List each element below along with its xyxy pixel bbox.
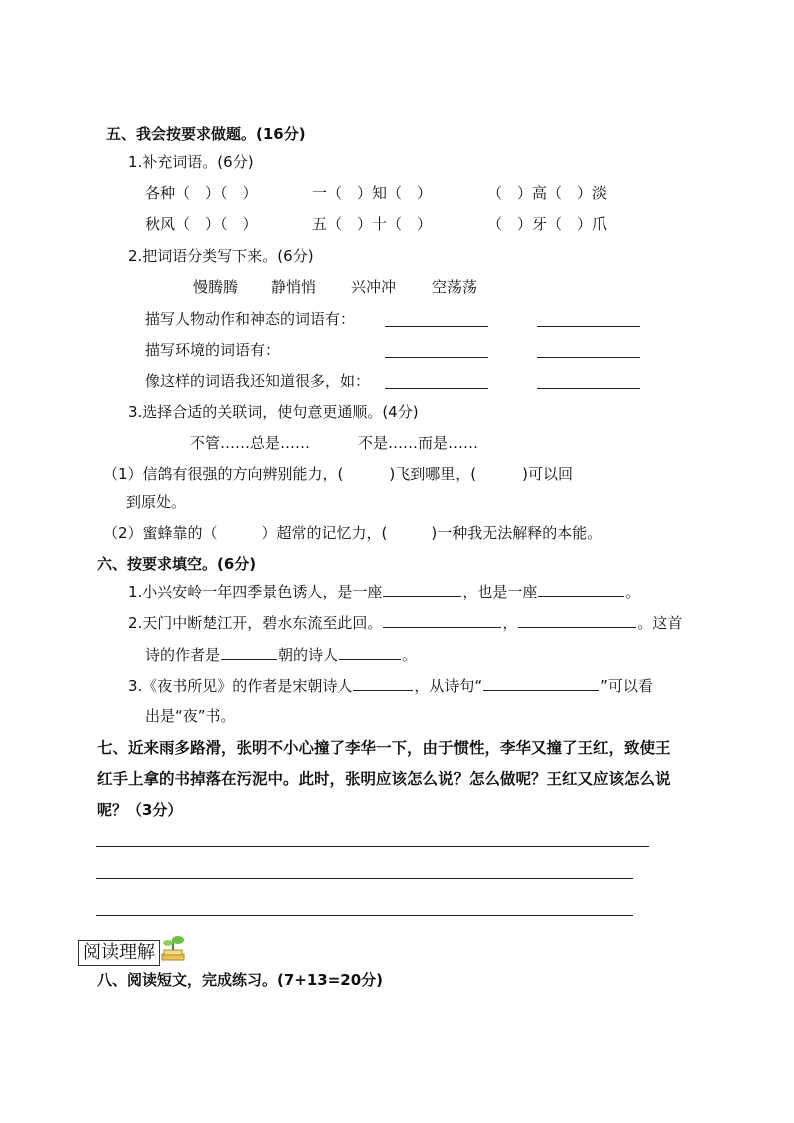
fill-blank[interactable] (339, 644, 401, 660)
idiom-blank-2: 一（ ）知（ ） (312, 184, 433, 202)
idiom-blank-5: 五（ ）十（ ） (312, 215, 433, 233)
word-3: 兴冲冲 (351, 278, 397, 296)
answer-line[interactable] (385, 357, 488, 358)
classify-line-1: 描写人物动作和神态的词语有： (145, 310, 356, 328)
fill-blank[interactable] (383, 612, 501, 628)
section-6-title: 六、按要求填空。(6分) (97, 555, 257, 573)
writing-line[interactable] (96, 878, 633, 879)
section-8-title: 八、阅读短文，完成练习。(7+13=20分) (97, 971, 384, 989)
classify-line-3: 像这样的词语我还知道很多，如： (145, 372, 371, 390)
fill-2-cont: 诗的作者是 朝的诗人 。 (145, 646, 418, 664)
fill-1: 1.小兴安岭一年四季景色诱人，是一座 ，也是一座 。 (128, 583, 641, 601)
fill-3-cont: 出是“夜”书。 (145, 707, 236, 725)
idiom-blank-1: 各种（ ）（ ） (145, 184, 258, 202)
fill-3: 3.《夜书所见》的作者是宋朝诗人 ，从诗句“ ”可以看 (128, 677, 653, 695)
section-5-title: 五、我会按要求做题。(16分) (106, 125, 306, 143)
fill-blank[interactable] (221, 644, 277, 660)
answer-line[interactable] (537, 357, 640, 358)
word-1: 慢腾腾 (193, 278, 239, 296)
reading-badge: 阅读理解 (78, 940, 160, 966)
word-4: 空荡荡 (432, 278, 478, 296)
q5-1-label: 1.补充词语。(6分) (128, 153, 254, 171)
book-sprout-icon (160, 934, 188, 968)
fill-blank[interactable] (518, 612, 636, 628)
answer-line[interactable] (537, 388, 640, 389)
q5-2-label: 2.把词语分类写下来。(6分) (128, 247, 314, 265)
writing-line[interactable] (96, 846, 649, 847)
answer-line[interactable] (385, 326, 488, 327)
sentence-2: （2）蜜蜂靠的（ ）超常的记忆力，( )一种我无法解释的本能。 (103, 524, 603, 542)
idiom-blank-4: 秋风（ ）（ ） (145, 215, 258, 233)
section-7-line-1: 七、近来雨多路滑，张明不小心撞了李华一下，由于惯性，李华又撞了王红，致使王 (97, 739, 671, 757)
section-7-line-3: 呢？（3分） (97, 801, 183, 819)
fill-2: 2.天门中断楚江开，碧水东流至此回。 ， 。这首 (128, 614, 683, 632)
sentence-1: （1）信鸽有很强的方向辨别能力，( )飞到哪里，( )可以回 (103, 465, 573, 483)
sentence-1-cont: 到原处。 (126, 493, 187, 511)
fill-blank[interactable] (538, 581, 624, 597)
classify-line-2: 描写环境的词语有： (145, 341, 281, 359)
writing-line[interactable] (96, 915, 633, 916)
fill-blank[interactable] (483, 675, 599, 691)
section-7-line-2: 红手上拿的书掉落在污泥中。此时，张明应该怎么说？怎么做呢？王红又应该怎么说 (97, 770, 671, 788)
conjunction-option-1: 不管……总是…… (190, 434, 311, 452)
word-2: 静悄悄 (271, 278, 317, 296)
fill-blank[interactable] (353, 675, 413, 691)
answer-line[interactable] (537, 326, 640, 327)
answer-line[interactable] (385, 388, 488, 389)
idiom-blank-3: （ ）高（ ）淡 (487, 184, 608, 202)
q5-3-label: 3.选择合适的关联词，使句意更通顺。(4分) (128, 403, 419, 421)
fill-blank[interactable] (383, 581, 461, 597)
idiom-blank-6: （ ）牙（ ）爪 (487, 215, 608, 233)
conjunction-option-2: 不是……而是…… (358, 434, 479, 452)
